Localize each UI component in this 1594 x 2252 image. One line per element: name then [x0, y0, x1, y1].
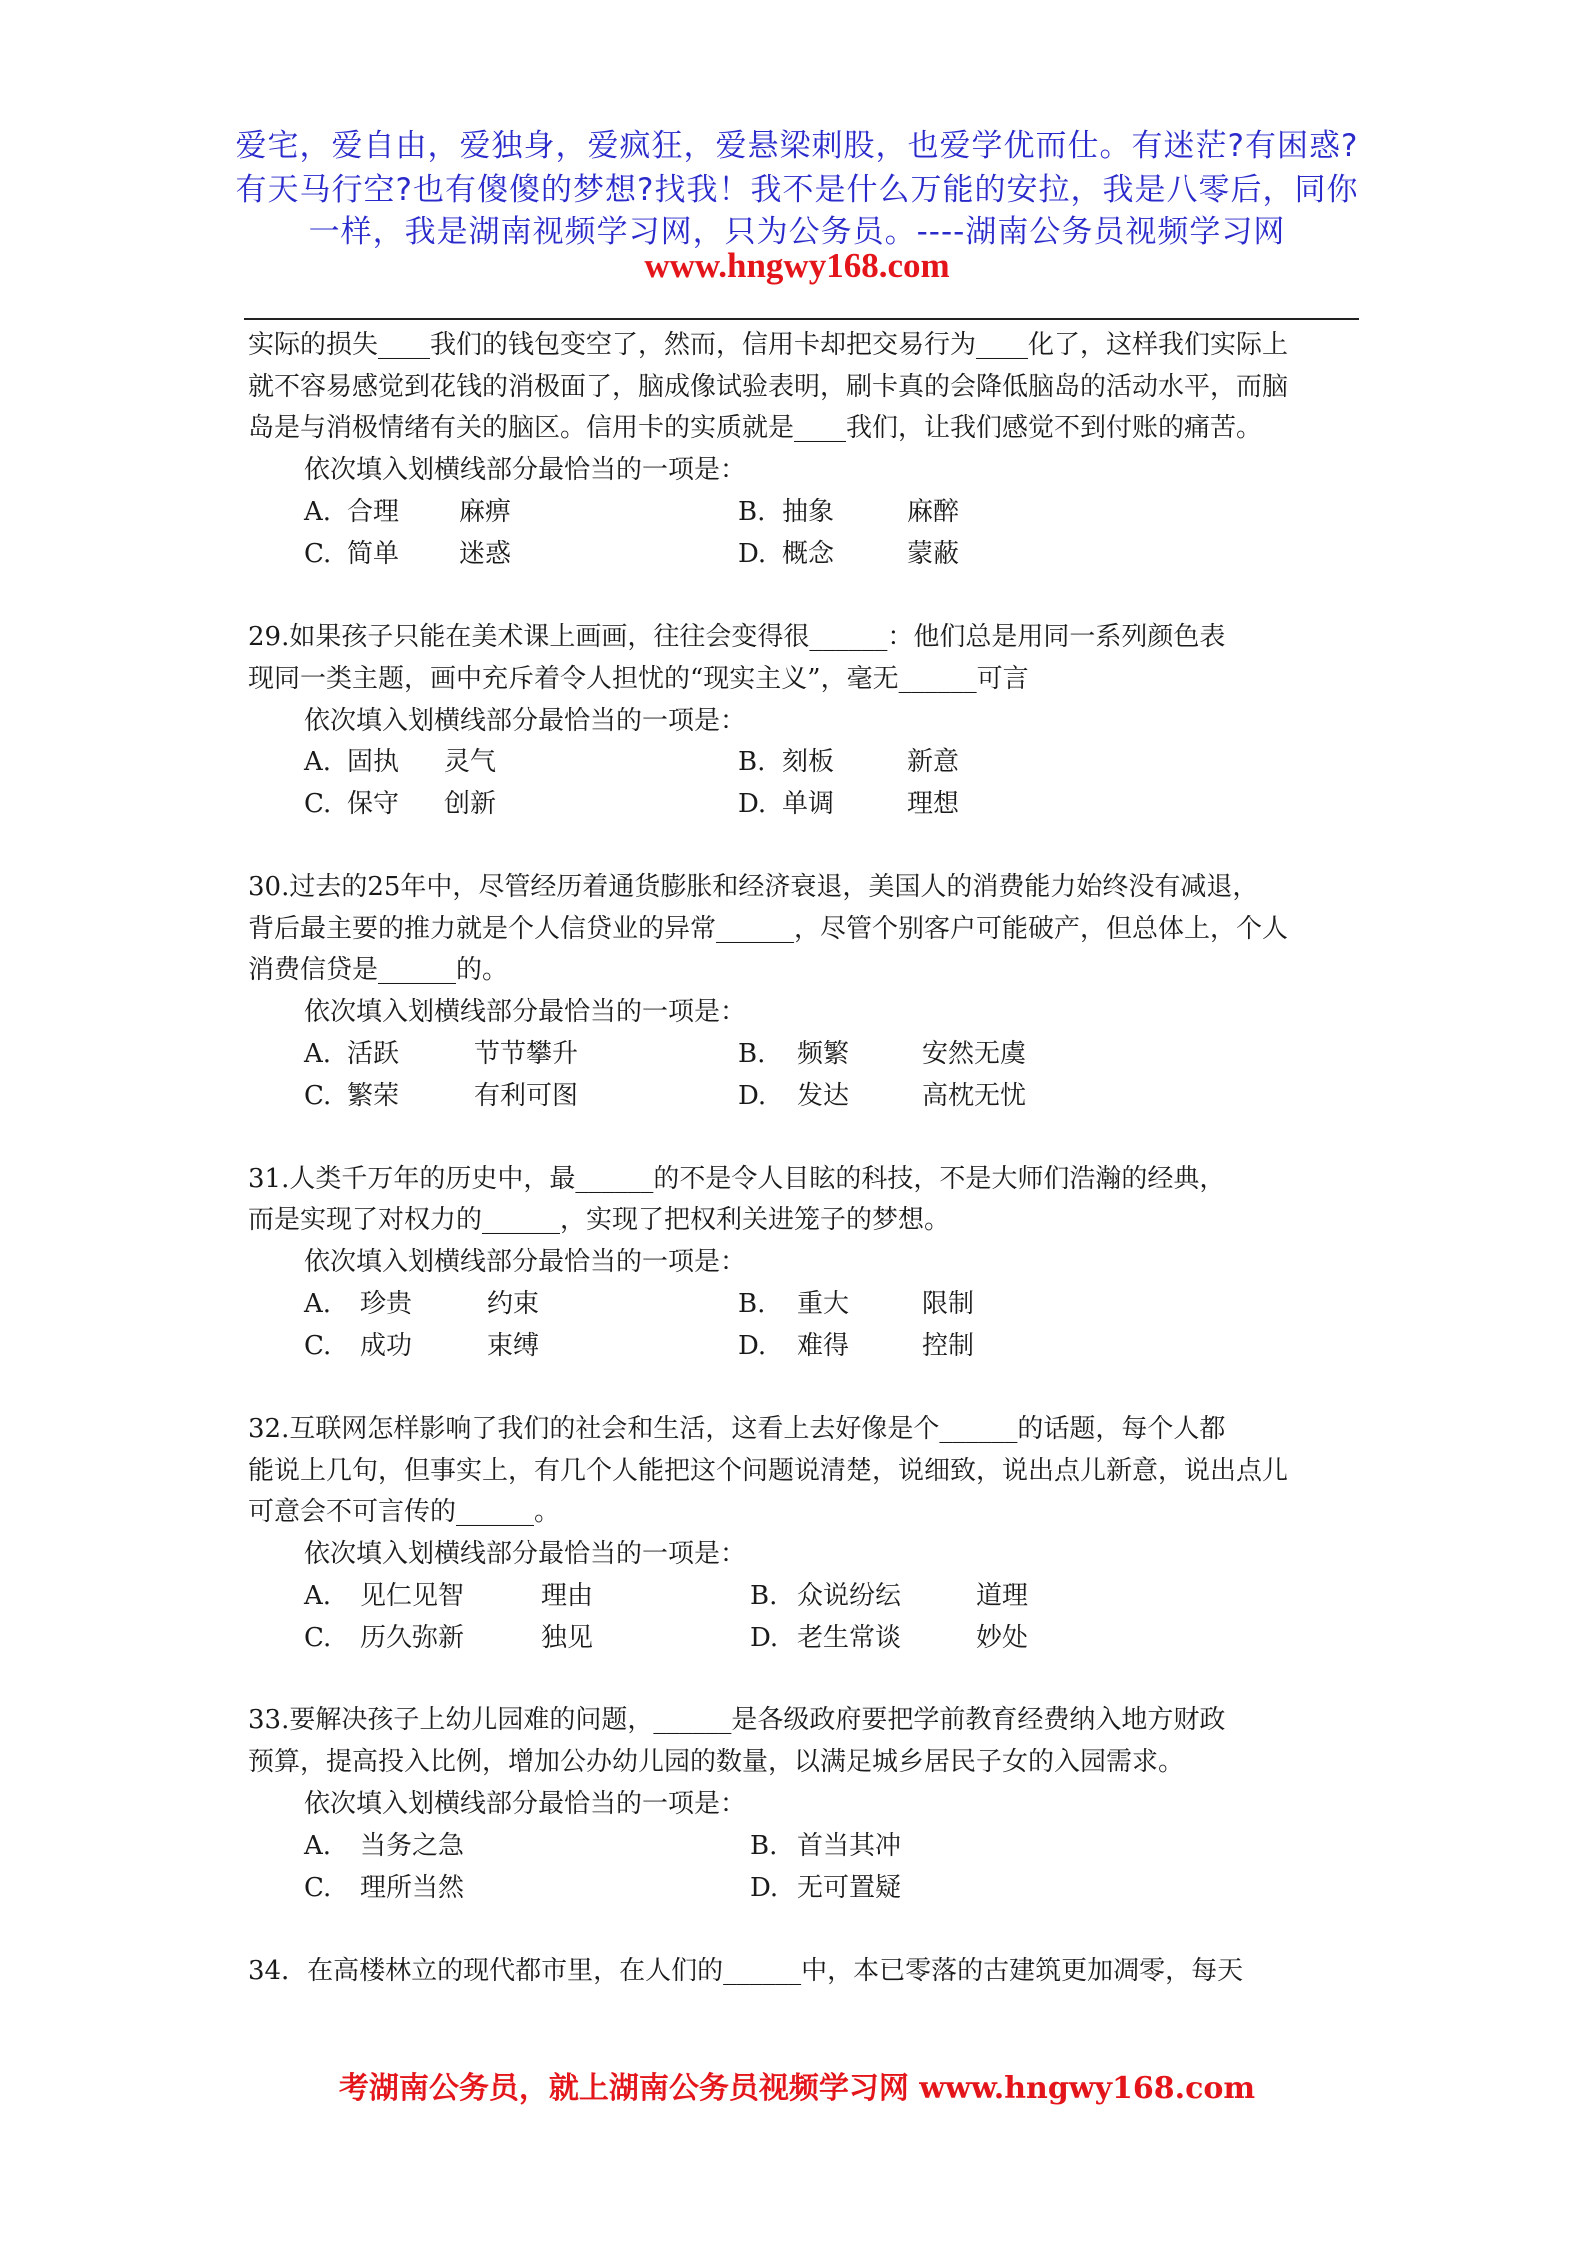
- q31-option-a-letter: A.: [304, 1289, 332, 1319]
- banner-line-2: 有天马行空?也有傻傻的梦想?找我！我不是什么万能的安拉，我是八零后，同你: [235, 172, 1359, 208]
- q28-option-c-word1: 简单: [347, 539, 400, 569]
- q30-line-1: 30.过去的25年中，尽管经历着通货膨胀和经济衰退，美国人的消费能力始终没有减退，: [248, 872, 1259, 902]
- q32-option-c-word1: 历久弥新: [360, 1623, 465, 1653]
- q28-option-a-word1: 合理: [347, 497, 400, 527]
- q29-option-d-word1: 单调: [782, 789, 835, 819]
- q31-line-2: 而是实现了对权力的______，实现了把权利关进笼子的梦想。: [248, 1205, 951, 1235]
- q29-option-a-word1: 固执: [347, 747, 400, 777]
- q32-line-2: 能说上几句，但事实上，有几个人能把这个问题说清楚，说细致，说出点儿新意，说出点儿: [248, 1456, 1289, 1486]
- q29-option-d-word2: 理想: [907, 789, 960, 819]
- q33-option-a-word1: 当务之急: [360, 1831, 465, 1861]
- q30-option-d-word1: 发达: [797, 1081, 850, 1111]
- q29-option-b-word2: 新意: [907, 747, 960, 777]
- q28-option-b-word1: 抽象: [782, 497, 835, 527]
- q30-option-a-letter: A.: [304, 1039, 332, 1069]
- q28-line-3: 岛是与消极情绪有关的脑区。信用卡的实质就是____我们，让我们感觉不到付账的痛苦。: [248, 413, 1263, 443]
- q30-option-b-word2: 安然无虞: [922, 1039, 1027, 1069]
- q28-option-b-letter: B.: [738, 497, 766, 527]
- q30-option-a-word2: 节节攀升: [474, 1039, 579, 1069]
- q29-option-a-word2: 灵气: [444, 747, 497, 777]
- q32-option-d-word1: 老生常谈: [797, 1623, 902, 1653]
- q29-prompt: 依次填入划横线部分最恰当的一项是：: [304, 706, 747, 736]
- q28-option-d-letter: D.: [738, 539, 767, 569]
- q32-option-a-word1: 见仁见智: [360, 1581, 465, 1611]
- q29-line-1: 29.如果孩子只能在美术课上画画，往往会变得很______：他们总是用同一系列颜色表: [248, 622, 1226, 652]
- q34-line-1: 34．在高楼林立的现代都市里，在人们的______中，本已零落的古建筑更加凋零，每天: [248, 1956, 1244, 1986]
- q32-line-3: 可意会不可言传的______。: [248, 1497, 561, 1527]
- q29-option-c-word2: 创新: [444, 789, 497, 819]
- q31-option-b-word1: 重大: [797, 1289, 850, 1319]
- q29-option-c-word1: 保守: [347, 789, 400, 819]
- q28-line-1: 实际的损失____我们的钱包变空了，然而，信用卡却把交易行为____化了，这样我们实际上: [248, 330, 1289, 360]
- q32-option-b-letter: B.: [750, 1581, 778, 1611]
- site-url-link[interactable]: www.hngwy168.com: [644, 246, 950, 285]
- header-divider: [244, 318, 1359, 320]
- q31-option-a-word2: 约束: [487, 1289, 540, 1319]
- q31-option-d-letter: D.: [738, 1331, 767, 1361]
- q29-option-b-letter: B.: [738, 747, 766, 777]
- q31-option-b-word2: 限制: [922, 1289, 975, 1319]
- q33-option-b-word1: 首当其冲: [797, 1831, 902, 1861]
- q32-option-b-word2: 道理: [976, 1581, 1029, 1611]
- banner-line-1: 爱宅，爱自由，爱独身，爱疯狂，爱悬梁刺股，也爱学优而仕。有迷茫?有困惑?: [235, 128, 1359, 164]
- q32-option-a-word2: 理由: [541, 1581, 594, 1611]
- q28-option-c-word2: 迷惑: [459, 539, 512, 569]
- q28-line-2: 就不容易感觉到花钱的消极面了，脑成像试验表明，刷卡真的会降低脑岛的活动水平，而脑: [248, 372, 1289, 402]
- q30-option-a-word1: 活跃: [347, 1039, 400, 1069]
- q30-option-d-word2: 高枕无忧: [922, 1081, 1027, 1111]
- q31-option-b-letter: B.: [738, 1289, 766, 1319]
- q28-option-c-letter: C.: [304, 539, 332, 569]
- q32-prompt: 依次填入划横线部分最恰当的一项是：: [304, 1539, 747, 1569]
- q29-option-b-word1: 刻板: [782, 747, 835, 777]
- q28-option-d-word1: 概念: [782, 539, 835, 569]
- footer-ad[interactable]: 考湖南公务员，就上湖南公务员视频学习网 www.hngwy168.com: [338, 2071, 1256, 2106]
- q28-prompt: 依次填入划横线部分最恰当的一项是：: [304, 455, 747, 485]
- q30-line-3: 消费信贷是______的。: [248, 955, 509, 985]
- q33-option-b-letter: B.: [750, 1831, 778, 1861]
- q31-option-c-word1: 成功: [360, 1331, 413, 1361]
- q33-line-2: 预算，提高投入比例，增加公办幼儿园的数量，以满足城乡居民子女的入园需求。: [248, 1747, 1185, 1777]
- q33-option-d-word1: 无可置疑: [797, 1873, 902, 1903]
- q29-line-2: 现同一类主题，画中充斥着令人担忧的“现实主义”，毫无______可言: [248, 664, 1029, 694]
- q30-option-b-word1: 频繁: [797, 1039, 850, 1069]
- q28-option-b-word2: 麻醉: [907, 497, 960, 527]
- q31-prompt: 依次填入划横线部分最恰当的一项是：: [304, 1247, 747, 1277]
- q30-option-c-word1: 繁荣: [347, 1081, 400, 1111]
- q30-option-b-letter: B.: [738, 1039, 766, 1069]
- q28-option-d-word2: 蒙蔽: [907, 539, 960, 569]
- q32-option-b-word1: 众说纷纭: [797, 1581, 902, 1611]
- q28-option-a-letter: A.: [304, 497, 332, 527]
- q33-prompt: 依次填入划横线部分最恰当的一项是：: [304, 1789, 747, 1819]
- q32-option-c-letter: C.: [304, 1623, 332, 1653]
- q31-option-a-word1: 珍贵: [360, 1289, 413, 1319]
- q29-option-d-letter: D.: [738, 789, 767, 819]
- q30-prompt: 依次填入划横线部分最恰当的一项是：: [304, 997, 747, 1027]
- q32-line-1: 32.互联网怎样影响了我们的社会和生活，这看上去好像是个______的话题，每个人都: [248, 1414, 1226, 1444]
- q32-option-d-letter: D.: [750, 1623, 779, 1653]
- q29-option-c-letter: C.: [304, 789, 332, 819]
- q32-option-d-word2: 妙处: [976, 1623, 1029, 1653]
- q31-option-c-letter: C.: [304, 1331, 332, 1361]
- q31-option-d-word1: 难得: [797, 1331, 850, 1361]
- q30-option-d-letter: D.: [738, 1081, 767, 1111]
- q31-option-c-word2: 束缚: [487, 1331, 540, 1361]
- q30-line-2: 背后最主要的推力就是个人信贷业的异常______，尽管个别客户可能破产，但总体上，个人: [248, 914, 1289, 944]
- q32-option-a-letter: A.: [304, 1581, 332, 1611]
- banner-line-3: 一样，我是湖南视频学习网，只为公务员。----湖南公务员视频学习网: [308, 214, 1286, 250]
- q31-line-1: 31.人类千万年的历史中，最______的不是令人目眩的科技，不是大师们浩瀚的经典，: [248, 1164, 1226, 1194]
- q29-option-a-letter: A.: [304, 747, 332, 777]
- q33-option-c-word1: 理所当然: [360, 1873, 465, 1903]
- q28-option-a-word2: 麻痹: [459, 497, 512, 527]
- q32-option-c-word2: 独见: [541, 1623, 594, 1653]
- q33-option-a-letter: A.: [304, 1831, 332, 1861]
- q33-line-1: 33.要解决孩子上幼儿园难的问题，______是各级政府要把学前教育经费纳入地方财政: [248, 1705, 1226, 1735]
- q31-option-d-word2: 控制: [922, 1331, 975, 1361]
- q33-option-d-letter: D.: [750, 1873, 779, 1903]
- q33-option-c-letter: C.: [304, 1873, 332, 1903]
- q30-option-c-letter: C.: [304, 1081, 332, 1111]
- q30-option-c-word2: 有利可图: [474, 1081, 579, 1111]
